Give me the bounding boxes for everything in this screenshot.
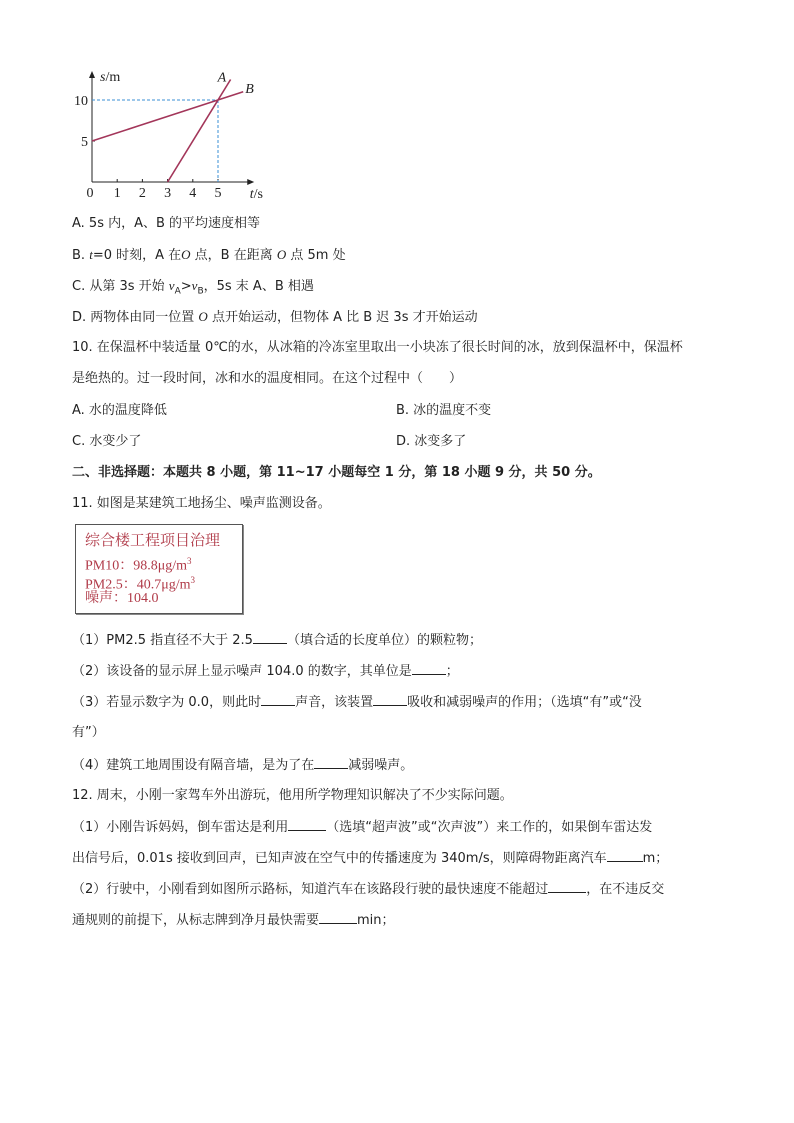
q12-part1-blank2[interactable] — [607, 849, 643, 862]
monitor-noise-value: 104.0 — [127, 591, 159, 606]
q9-option-c-va: v — [168, 278, 175, 293]
x-axis-label-quantity: t — [249, 187, 254, 198]
q11-part3-text-a: （3）若显示数字为 0.0，则此时 — [72, 695, 262, 710]
q11-part1-text-b: （填合适的长度单位）的颗粒物； — [286, 633, 482, 648]
q12-part2-text-a: （2）行驶中，小刚看到如图所示路标，知道汽车在该路段行驶的最快速度不能超过 — [72, 882, 549, 897]
q9-option-c — [72, 277, 314, 301]
monitor-display-image — [75, 524, 243, 614]
q12-stem: 12. 周末，小刚一家驾车外出游玩，他用所学物理知识解决了不少实际问题。 — [72, 788, 513, 803]
monitor-pm10-sup: 3 — [187, 556, 192, 566]
line-a — [168, 80, 231, 183]
x-tick-label: 2 — [138, 186, 146, 198]
q9-option-c-sub-a: A — [174, 286, 181, 297]
x-tick-label: 3 — [164, 186, 172, 198]
q11-part2 — [72, 662, 459, 681]
q11-part3-text-b: 声音，该装置 — [295, 695, 374, 710]
q11-part2-blank[interactable] — [412, 662, 446, 675]
monitor-pm25-sup: 3 — [190, 575, 196, 585]
y-axis-arrow — [89, 71, 95, 78]
q9-option-d-o: O — [198, 309, 208, 324]
q9-option-b-t: t — [89, 247, 93, 262]
x-tick-label: 1 — [113, 186, 121, 198]
monitor-pm10-label: PM10： — [85, 558, 134, 574]
y-axis-label-quantity: s — [100, 70, 106, 86]
s-t-graph — [66, 58, 276, 198]
q9-option-c-vb: v — [191, 278, 198, 293]
q11-part4-text-a: （4）建筑工地周围设有隔音墙，是为了在 — [72, 758, 315, 773]
section-heading: 二、非选择题：本题共 8 小题，第 11~17 小题每空 1 分，第 18 小题 9 分，共 50 分。 — [72, 465, 601, 480]
q12-part1-blank1[interactable] — [288, 818, 326, 831]
q12-part2-blank1[interactable] — [548, 880, 586, 893]
q12-part1-text-a: （1）小刚告诉妈妈，倒车雷达是利用 — [72, 820, 289, 835]
q12-part1-text-d: m； — [642, 851, 669, 866]
q11-part1 — [72, 631, 482, 650]
x-axis-arrow — [247, 179, 254, 185]
q12-part2-text-c: 通规则的前提下，从标志牌到净月最快需要 — [72, 913, 320, 928]
graph-marks — [92, 71, 254, 183]
q11-part3-blank2[interactable] — [373, 693, 407, 706]
monitor-title: 综合楼工程项目治理 — [85, 533, 221, 549]
y-axis-label-unit: /m — [105, 70, 121, 86]
q9-option-c-sub-b: B — [197, 286, 204, 297]
x-tick-label: 5 — [214, 186, 222, 198]
q12-part2 — [72, 880, 664, 899]
q11-part3-text-c: 吸收和减弱噪声的作用；（选填“有”或“没 — [407, 695, 642, 710]
q11-part3-blank1[interactable] — [261, 693, 295, 706]
q9-option-b-mid2: 点，B 在距离 — [190, 248, 277, 263]
q9-option-b-mid: =0 时刻，A 在 — [92, 248, 182, 263]
q12-part2-text-d: min； — [357, 913, 395, 928]
q11-stem: 11. 如图是某建筑工地扬尘、噪声监测设备。 — [72, 496, 331, 511]
y-tick-label: 10 — [74, 94, 88, 109]
q12-part1-text-b: （选填“超声波”或“次声波”）来工作的，如果倒车雷达发 — [326, 820, 653, 835]
q9-option-b — [72, 246, 346, 265]
q11-part3 — [72, 693, 642, 712]
line-b — [92, 92, 243, 141]
q9-option-c-prefix: C. 从第 3s 开始 — [72, 279, 169, 294]
q10-stem-line1: 10. 在保温杯中装适量 0℃的水，从冰箱的冷冻室里取出一小块冻了很长时间的冰，放到保温杯中，保温杯 — [72, 340, 683, 355]
q11-part3-cont: 有”） — [72, 725, 105, 740]
q11-part1-text-a: （1）PM2.5 指直径不大于 2.5 — [72, 633, 253, 648]
q9-option-c-suffix: ，5s 末 A、B 相遇 — [203, 279, 314, 294]
monitor-pm25-value: 40.7μg/m — [136, 577, 191, 593]
q12-part2-blank2[interactable] — [319, 911, 357, 924]
q12-part1-cont — [72, 849, 668, 868]
q9-option-d-prefix: D. 两物体由同一位置 — [72, 310, 199, 325]
x-axis-label — [250, 187, 263, 198]
y-axis-label — [100, 70, 120, 85]
monitor-noise-label: 噪声： — [85, 591, 127, 606]
x-tick-label: 4 — [189, 186, 197, 198]
q12-part2-cont — [72, 911, 395, 930]
q10-option-d: D. 冰变多了 — [396, 434, 467, 449]
q9-option-b-prefix: B. — [72, 248, 90, 263]
q12-part1-text-c: 出信号后，0.01s 接收到回声，已知声波在空气中的传播速度为 340m/s，则障碍物距离汽车 — [72, 851, 607, 866]
q9-option-a: A. 5s 内，A、B 的平均速度相等 — [72, 216, 261, 231]
monitor-pm25-label: PM2.5： — [85, 577, 137, 593]
y-tick-label: 5 — [81, 135, 88, 150]
line-label-a: A — [217, 70, 227, 86]
q9-option-b-o1: O — [181, 247, 191, 262]
x-tick-label: 0 — [86, 186, 94, 198]
q10-option-c: C. 水变少了 — [72, 434, 142, 449]
x-axis-label-unit: /s — [253, 187, 263, 198]
q11-part4-text-b: 减弱噪声。 — [348, 758, 414, 773]
q9-option-c-gt: > — [180, 279, 192, 294]
q11-part4 — [72, 756, 413, 775]
q11-part4-blank[interactable] — [314, 756, 348, 769]
monitor-pm10-value: 98.8μg/m — [133, 558, 188, 574]
q12-part1 — [72, 818, 652, 837]
monitor-noise — [85, 590, 159, 608]
q12-part2-text-b: ，在不违反交 — [586, 882, 665, 897]
q11-part1-blank[interactable] — [253, 631, 287, 644]
q9-option-d-suffix: 点开始运动，但物体 A 比 B 迟 3s 才开始运动 — [207, 310, 478, 325]
graph-axes — [74, 70, 263, 198]
q11-part2-text-a: （2）该设备的显示屏上显示噪声 104.0 的数字，其单位是 — [72, 664, 412, 679]
q9-option-d — [72, 308, 478, 327]
line-label-b: B — [245, 81, 254, 97]
q9-option-b-o2: O — [276, 247, 287, 262]
q10-option-b: B. 冰的温度不变 — [396, 403, 492, 418]
q10-stem-line2: 是绝热的。过一段时间，冰和水的温度相同。在这个过程中（ ） — [72, 371, 463, 386]
q11-part2-text-b: ； — [445, 664, 459, 679]
q10-option-a: A. 水的温度降低 — [72, 403, 167, 418]
q9-option-b-suffix: 点 5m 处 — [286, 248, 346, 263]
